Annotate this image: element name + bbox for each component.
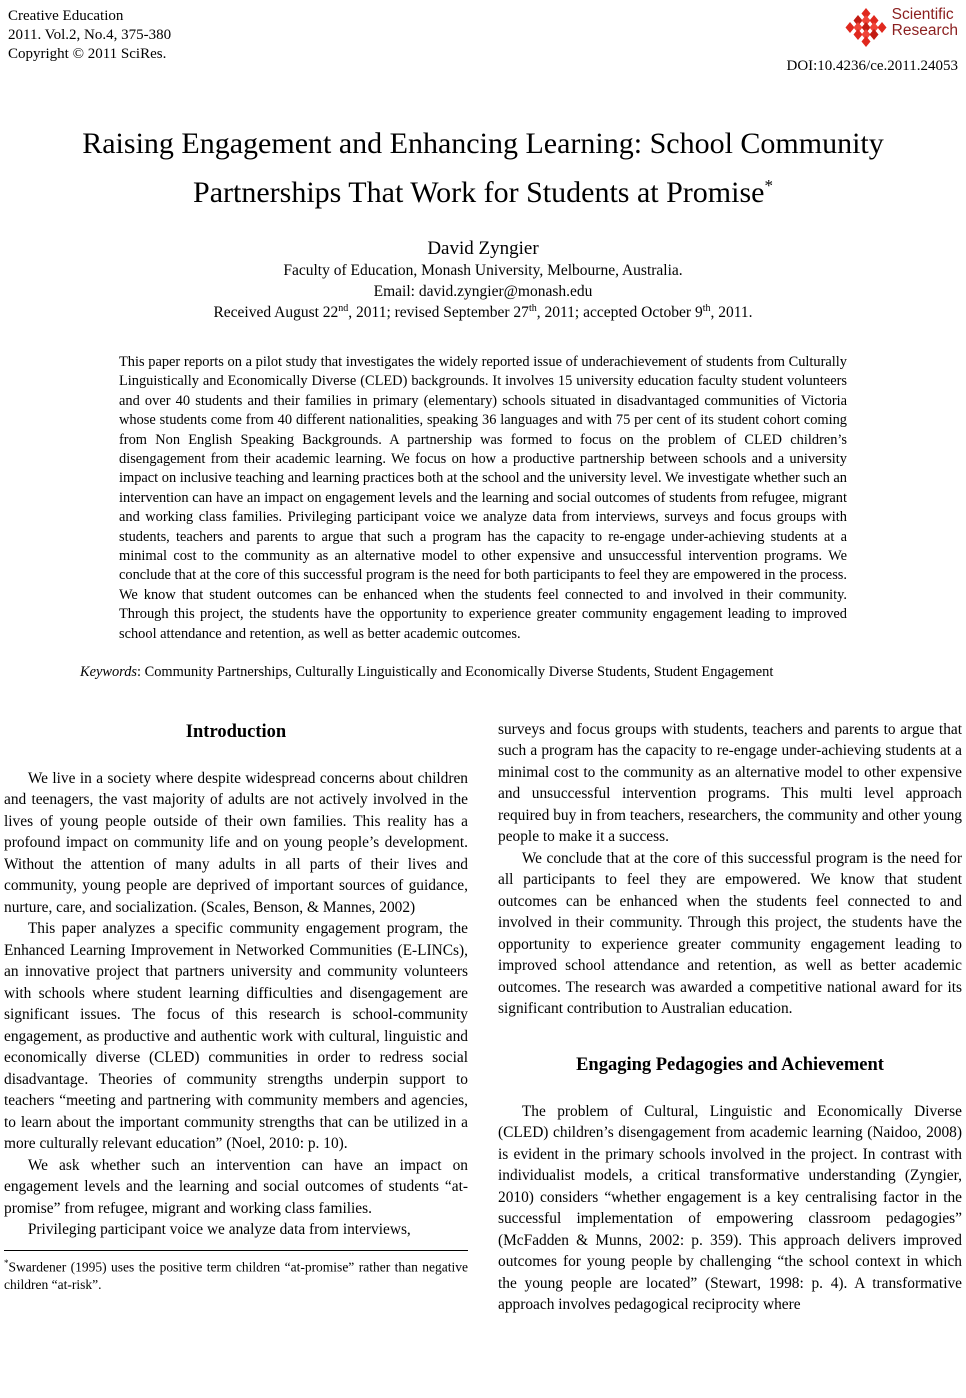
publisher-block (786, 7, 958, 75)
received-sup3: th (702, 302, 711, 314)
article-title-line2: Partnerships That Work for Students at Promise (193, 176, 765, 209)
journal-name: Creative Education (8, 8, 124, 24)
abstract-text: This paper reports on a pilot study that investigates the widely reported issue of underachievement of students from Culturally Linguistically and Economically Diverse (CLED) backgrounds. It involves 15 university education faculty student volunteers and over 40 students and their families in primary (elementary) schools situated in disadvantaged communities of Victoria whose students come from 40 different nationalities, speaking 36 languages and with 75 per cent of its student cohort coming from Non English Speaking Backgrounds. A partnership was formed to focus on the problem of CLED children’s disengagement from their academic learning. We focus on how a productive partnership between schools and a university impact on inclusive teaching and learning practices both at the school and the university level. We investigate whether such an intervention can have an impact on engagement levels and the learning and social outcomes of students from refugee, migrant and working class families. Privileging participant voice we analyze data from interviews, surveys and focus groups with students, teachers and parents to argue that such a program has the capacity to re-engage under-achieving students at a minimal cost to the community as an alternative model to other expensive and unsuccessful intervention programs. We conclude that at the core of this successful program is the need for both participants to feel they are empowered in the process. We know that student outcomes can be enhanced when the students feel connected to and involved in their community. Through this project, the students have the opportunity to experience greater community engagement leading to improved school attendance and retention, as well as better academic outcomes. (119, 354, 847, 642)
body-columns (0, 719, 966, 1316)
keywords-label: Keywords (80, 664, 138, 681)
doi-text: DOI:10.4236/ce.2011.24053 (786, 58, 958, 74)
page-header (0, 0, 966, 75)
footnote (4, 1250, 468, 1294)
section-heading-introduction: Introduction (185, 721, 287, 742)
received-suffix: , 2011. (710, 304, 753, 321)
received-prefix: Received August 22 (213, 304, 339, 321)
paragraph: surveys and focus groups with students, teachers and parents to argue that such a program has the capacity to re-engage under-achieving students at a minimal cost to the community as an alternative model to other expensive and unsuccessful intervention programs. This multi level approach required buy in from teachers, researchers, the community and other young people to make it a success. (498, 720, 962, 845)
journal-issue: 2011. Vol.2, No.4, 375-380 (8, 27, 172, 43)
paragraph: We live in a society where despite widespread concerns about children and teenagers, the vast majority of adults are not actively involved in the lives of young people outside of their own families. This reality has a profound impact on community life and on young people’s development. Without the attention of many adults in all parts of their lives and community, young people are deprived of important sources of guidance, nurture, care, and socialization. (Scales, Benson, & Mannes, 2002) (4, 769, 468, 916)
paragraph: We conclude that at the core of this successful program is the need for all participants to feel they are empowered. We know that student outcomes can be enhanced when the students feel connected to and involved in their community. Through this project, the students have the opportunity to experience greater community engagement leading to improved school attendance and retention, as well as better academic outcomes. The research was awarded a competitive national award for its significant contribution to Australian education. (498, 849, 962, 1017)
publisher-name-line1: Scientific (891, 6, 954, 23)
author-block (0, 237, 966, 323)
article-title-line1: Raising Engagement and Enhancing Learning: School Community (82, 127, 884, 160)
received-sup1: nd (338, 302, 349, 314)
footnote-text: Swardener (1995) uses the positive term children “at-promise” rather than negative children “at-risk”. (4, 1259, 468, 1292)
paragraph: This paper analyzes a specific community engagement program, the Enhanced Learning Improvement in Networked Communities (E-LINCs), an innovative project that partners university and community volunteers with schools where student learning difficulties and disengagement are significant issues. The focus of this research is school-community engagement, as productive and authentic work with cultural, linguistic and economically diverse (CLED) communities in order to redress social disadvantage. Theories of community strengths underpin support to teachers “meeting and partnering with community members and agencies, to learn about the important community strengths that can be utilized in a more culturally relevant education” (Noel, 2010: p. 10). (4, 920, 468, 1152)
paragraph: We ask whether such an intervention can have an impact on engagement levels and the learning and social outcomes of students “at-promise” from refugee, migrant and working class families. (4, 1156, 468, 1217)
journal-copyright: Copyright © 2011 SciRes. (8, 46, 167, 62)
keywords-list: : Community Partnerships, Culturally Linguistically and Economically Diverse Students, Student Engagement (137, 664, 774, 681)
footnote-marker: * (4, 1257, 9, 1268)
publisher-name (892, 7, 958, 39)
publisher-logo (786, 7, 958, 47)
received-mid2: , 2011; accepted October 9 (536, 304, 703, 321)
article-title (0, 123, 966, 214)
received-dates (0, 302, 966, 323)
scirp-diamonds-logo-icon (845, 7, 887, 47)
right-column (498, 719, 962, 1316)
received-mid1: , 2011; revised September 27 (348, 304, 529, 321)
publisher-name-line2: Research (891, 22, 958, 39)
author-affiliation: Faculty of Education, Monash University, Melbourne, Australia. (283, 262, 683, 279)
left-column (4, 719, 468, 1316)
paragraph: Privileging participant voice we analyze data from interviews, (27, 1221, 411, 1238)
author-email: Email: david.zyngier@monash.edu (373, 283, 593, 300)
paragraph: The problem of Cultural, Linguistic and Economically Diverse (CLED) children’s disengagement from academic learning (Naidoo, 2008) is evident in the primary schools involved in the project. In contrast with individualist models, a critical transformative understanding (Zyngier, 2010) considers “whether engagement is a key centralising factor in the successful implementation of empowering classroom pedagogies” (McFadden & Munns, 2002: p. 359). This approach delivers improved outcomes for young people by challenging “the school context in which the young people are located” (Stewart, 1998: p. 4). A transformative approach involves pedagogical reciprocity where (498, 1102, 962, 1313)
journal-info (8, 7, 171, 64)
keywords-block (80, 663, 886, 682)
title-footnote-marker: * (764, 176, 773, 195)
author-name: David Zyngier (427, 238, 539, 259)
received-sup2: th (528, 302, 537, 314)
section-heading-engaging-pedagogies: Engaging Pedagogies and Achievement (576, 1054, 884, 1075)
